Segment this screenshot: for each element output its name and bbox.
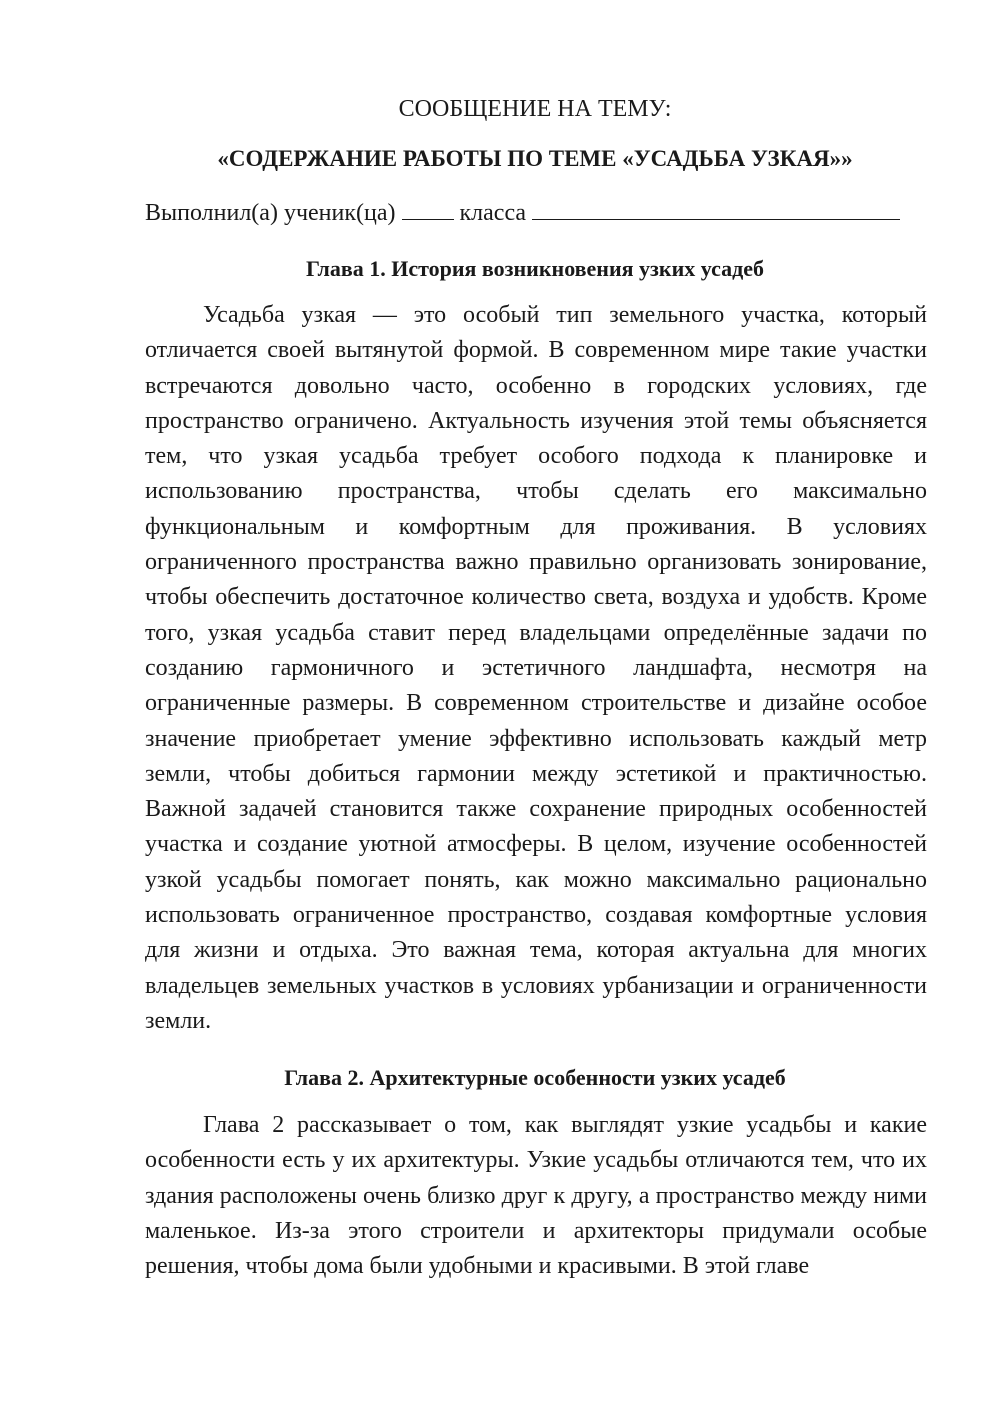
grade-blank — [402, 197, 454, 220]
topic-label: СООБЩЕНИЕ НА ТЕМУ: — [398, 96, 672, 122]
chapter-2-heading: Глава 2. Архитектурные особенности узких усадеб — [284, 1065, 786, 1090]
chapter-1-paragraph: Усадьба узкая — это особый тип земельного участка, который отличается своей вытянутой формой. В современном мире такие участки встречаются довольно часто, особенно в городских условиях, где пространство ограничено. Актуальность изучения этой темы объясняется тем, что узкая усадьба требует особого подхода к планировке и использованию пространства, чтобы сделать его максимально функциональным и комфортным для проживания. В условиях ограниченного пространства важно правильно организовать зонирование, чтобы обеспечить достаточное количество света, воздуха и удобств. Кроме того, узкая усадьба ставит перед владельцами определённые задачи по созданию гармоничного и эстетичного ландшафта, несмотря на ограниченные размеры. В современном строительстве и дизайне особое значение приобретает умение эффективно использовать каждый метр земли, чтобы добиться гармонии между эстетикой и практичностью. Важной задачей становится также сохранение природных особенностей участка и создание уютной атмосферы. В целом, изучение особенностей узкой усадьбы помогает понять, как можно максимально рационально использовать ограниченное пространство, создавая комфортные условия для жизни и отдыха. Это важная тема, которая актуальна для многих владельцев земельных участков в условиях урбанизации и ограниченности земли. — [145, 302, 927, 1034]
document-title: «СОДЕРЖАНИЕ РАБОТЫ ПО ТЕМЕ «УСАДЬБА УЗКАЯ»» — [217, 146, 853, 171]
class-word: класса — [459, 200, 527, 226]
student-info-line — [145, 197, 935, 229]
name-blank — [532, 197, 900, 220]
chapter-2-paragraph: Глава 2 рассказывает о том, как выглядят узкие усадьбы и какие особенности есть у их архитектуры. Узкие усадьбы отличаются тем, что их здания расположены очень близко друг к другу, а пространство между ними маленькое. Из-за этого строители и архитекторы придумали особые решения, чтобы дома были удобными и красивыми. В этой главе — [145, 1112, 927, 1280]
student-prefix: Выполнил(а) ученик(ца) — [145, 200, 396, 226]
chapter-1-heading: Глава 1. История возникновения узких усадеб — [305, 256, 764, 281]
